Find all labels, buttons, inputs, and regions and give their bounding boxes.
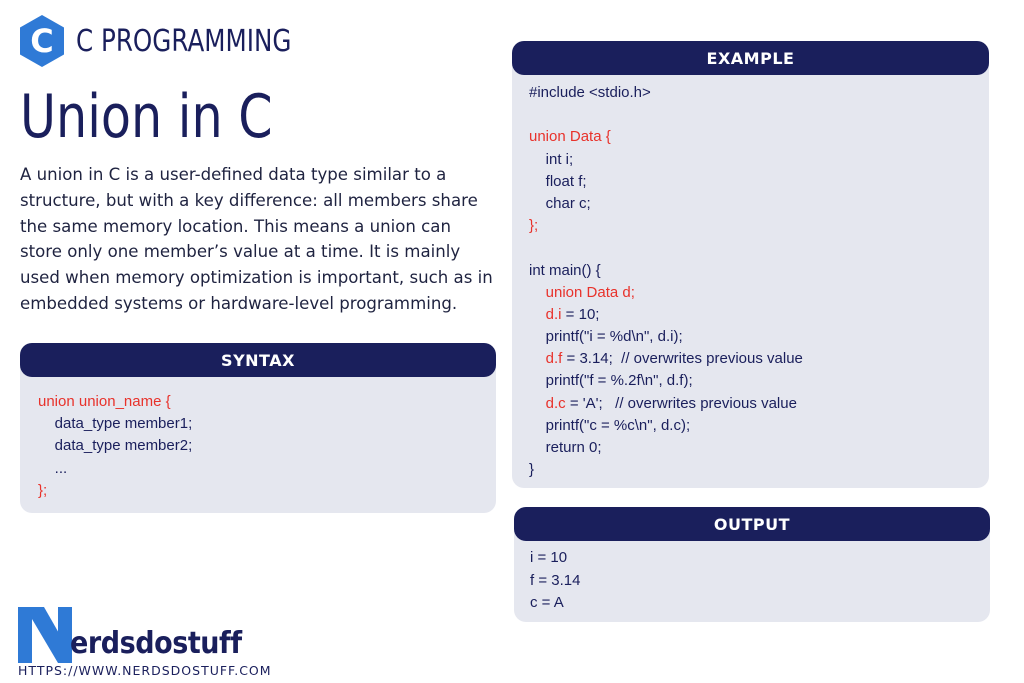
code-token: char c; [529,194,591,212]
logo-wordmark: erdsdostuff [70,626,242,661]
example-code-line [529,104,803,126]
example-code-line [529,149,803,171]
example-code-line [529,348,803,370]
output-line: c = A [530,594,564,612]
code-token: #include <stdio.h> [529,84,651,101]
code-token: = 3.14; // overwrites previous value [562,350,803,368]
syntax-code-line: union union_name { [38,393,171,410]
code-token: }; [529,217,539,235]
example-card [512,41,989,488]
code-token: d.f [545,350,563,368]
code-token: union Data { [529,128,611,146]
example-code-line [529,393,803,415]
code-token: float f; [529,172,587,190]
code-token: } [529,461,535,479]
output-heading: OUTPUT [514,507,990,541]
syntax-code-line: data_type member1; [38,415,193,433]
syntax-code-block [20,343,192,502]
code-token: return 0; [529,439,602,456]
example-code-line [529,437,803,459]
example-code-line [529,82,803,104]
example-code-block [529,82,803,481]
code-token [529,306,546,323]
output-card [514,507,990,622]
code-token: int i; [529,150,574,168]
example-code-line [529,260,803,282]
code-token [529,350,546,367]
syntax-card [20,343,496,513]
example-code-line [529,126,803,148]
example-heading: EXAMPLE [512,41,989,75]
description: A union in C is a user-defined data type similar to a structure, but with a key difference: all members share the same memory location. This means a union can store only one member’s value at a time. It is mainly used when memory optimization is important, such as in embedded systems or hardware-level programming. [20,165,493,313]
code-token: = 'A'; // overwrites previous value [565,394,797,412]
example-code-line [529,193,803,215]
example-code-line [529,370,803,392]
example-code-line [529,304,803,326]
c-logo-icon [18,14,66,68]
page-title: Union in C [20,82,273,152]
code-token: printf("f = %.2f\n", d.f); [529,372,693,390]
code-token: d.i [545,305,562,323]
code-token: = 10; [561,305,600,323]
syntax-heading: SYNTAX [20,343,496,377]
logo-letter: C [30,22,54,60]
brand-header [18,14,339,68]
footer-logo[interactable] [18,603,261,663]
example-code-line [529,459,803,481]
code-token: d.c [545,394,566,412]
brand-title: C PROGRAMMING [76,23,292,59]
output-line: i = 10 [530,549,568,566]
n-logo-icon [18,607,72,663]
code-token: union Data d; [529,283,635,301]
example-code-line [529,171,803,193]
code-token: int main() { [529,261,601,279]
example-code-line [529,415,803,437]
example-code-line [529,237,803,259]
syntax-code-line: data_type member2; [38,437,193,455]
code-token: printf("c = %c\n", d.c); [529,416,691,434]
output-line: f = 3.14 [530,571,581,589]
example-code-line [529,215,803,237]
example-code-line [529,326,803,348]
code-token [529,395,546,412]
syntax-code-line: }; [38,481,48,499]
output-code-block [530,547,580,615]
example-code-line [529,282,803,304]
syntax-code-line: ... [38,459,68,477]
site-url[interactable]: HTTPS://WWW.NERDSDOSTUFF.COM [18,663,272,678]
code-token: printf("i = %d\n", d.i); [529,328,683,346]
